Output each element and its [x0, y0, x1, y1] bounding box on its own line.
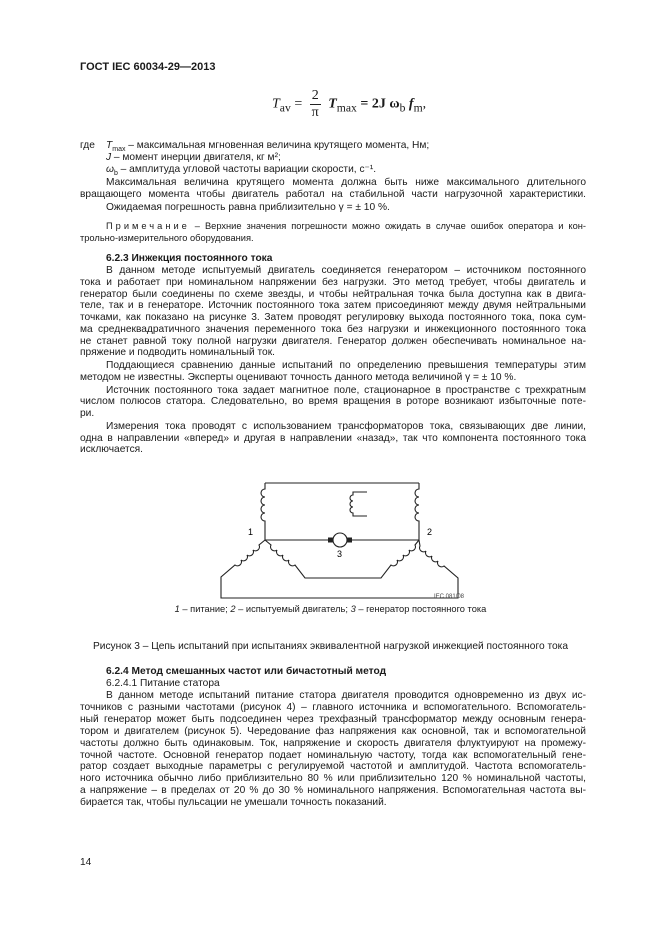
coil-right — [415, 483, 419, 540]
denominator: π — [311, 105, 319, 120]
section-heading: 6.2.4 Метод смешанных частот или бичастотный метод — [106, 666, 387, 677]
paragraph-line: исключается. — [80, 444, 144, 456]
paragraph-line: В данном методе испытуемый двигатель соединяется генератором – источником постоянного — [106, 265, 586, 276]
dc-generator — [333, 533, 347, 547]
note-label: Примечание — [106, 221, 190, 231]
paragraph-line: числом полюсов статора. Следовательно, во время вращения в роторе возникают избыточные поте- — [80, 396, 586, 408]
numerator: 2 — [311, 88, 319, 103]
paragraph-line: тором и двигателем (рисунок 5). Чередование фаз напряжения как основной, так и вспомогательной — [80, 725, 586, 737]
circuit-diagram — [200, 478, 500, 608]
coil-small — [350, 492, 367, 516]
legend-text: – питание; — [179, 604, 231, 614]
section-heading: 6.2.3 Инжекция постоянного тока — [106, 253, 273, 264]
paragraph-line: точной частоте. Основной генератор подает номинальную частоту, тогда как вспомогательный гене- — [80, 749, 586, 761]
paragraph-line: теле, так и в генераторе. Источник постоянного тока затем присоединяют между двумя нейтральными — [80, 300, 586, 312]
definition-text: – момент инерции двигателя, кг м²; — [111, 152, 281, 163]
paragraph-line: пряжение и подводить номинальный ток. — [80, 347, 275, 359]
formula-rhs: = 2J ω — [360, 96, 400, 112]
symbol: J — [106, 152, 112, 163]
paragraph-line: ратор создает выходные параметры с регулируемой частотой и амплитудой. Частота вспомогатель- — [80, 761, 586, 773]
formula-symbol: f — [408, 96, 414, 112]
legend-num: 2 — [230, 604, 236, 614]
paragraph-line: Максимальная величина крутящего момента должна быть ниже максимального длительного — [106, 177, 586, 188]
paragraph-line: методом не известны. Эксперты оценивают точность данного метода величиной γ = ± 10 %. — [80, 371, 517, 383]
definition-text: – максимальная мгновенная величина крутящего момента, Нм; — [125, 140, 430, 151]
paragraph-line: Ожидаемая погрешность равна приблизительно γ = ± 10 %. — [106, 202, 390, 213]
subsection-heading: 6.2.4.1 Питание статора — [106, 678, 220, 689]
symbol-subscript: max — [112, 146, 126, 154]
note-line: трольно-измерительного оборудования. — [80, 233, 254, 243]
paragraph-line: частоты должно быть одинаковым. Ток, напряжение и скорость двигателя флуктуируют на промежу- — [80, 737, 586, 749]
paragraph-line: ного источника обычно либо приблизительно 80 % или приблизительно 120 % номинальной частоты, — [80, 773, 586, 785]
definition-item — [106, 140, 612, 152]
page-number: 14 — [80, 857, 92, 868]
formula — [272, 88, 426, 121]
coil-left — [261, 483, 265, 540]
paragraph-line: генератор были соединены по схеме звезды, и чтобы нейтральная точка была доступна как в двига- — [80, 288, 586, 300]
paragraph-line: не станет равной току полной нагрузки двигателя. Генератор должен обеспечивать номинальное на- — [80, 335, 586, 347]
figure-caption: Рисунок 3 – Цепь испытаний при испытаниях эквивалентной нагрузкой инжекцией постоянного тока — [92, 641, 569, 652]
figure-legend — [0, 604, 661, 614]
document-header: ГОСТ IEC 60034-29—2013 — [80, 61, 216, 73]
formula-subscript: b — [399, 101, 406, 115]
symbol: ω — [106, 164, 114, 175]
label-2: 2 — [427, 527, 433, 537]
formula-subscript: max — [336, 101, 357, 115]
definition-item — [106, 164, 612, 176]
paragraph-line: точников с разными частотами (рисунок 4) – главного источника и вспомогательного. Вспомогатель- — [80, 701, 586, 713]
paragraph-line: а напряжение – в пределах от 20 % до 30 % номинального напряжения. Вспомогательная частота вы- — [80, 785, 586, 797]
paragraph-line: Измерения тока проводят с использованием трансформаторов тока, связывающих две линии, — [106, 420, 586, 432]
legend-num: 3 — [350, 604, 356, 614]
formula-symbol: T — [328, 96, 337, 112]
definition-item — [106, 152, 612, 164]
symbol-subscript: b — [113, 170, 118, 178]
paragraph-line: бирается так, чтобы пульсации не умешали точность показаний. — [80, 797, 387, 809]
definition-text: – амплитуда угловой частоты вариации скорости, с⁻¹. — [117, 164, 377, 175]
paragraph-line: ный генератор может быть подсоединен через трехфазный трансформатор между основным генера- — [80, 713, 586, 725]
where-label: где — [80, 140, 95, 151]
note-line — [80, 220, 586, 232]
formula-subscript: m — [413, 101, 423, 115]
coil-middle — [265, 540, 419, 578]
iec-figure-code: IEC 081/08 — [434, 594, 465, 600]
legend-text: – испытуемый двигатель; — [235, 604, 351, 614]
paragraph-line: вращающего момента чтобы двигатель работал на стабильной части нагрузочной характеристики. — [80, 189, 586, 200]
label-1: 1 — [248, 527, 254, 537]
legend-text: – генератор постоянного тока — [355, 604, 487, 614]
paragraph-line: Источник постоянного тока задает магнитное поле, стационарное в пространстве с трехкратным — [106, 384, 586, 396]
paragraph-line: одна в направлении «вперед» и другая в направлении «назад», так что компонента постоянного тока — [80, 432, 586, 444]
formula-subscript: av — [279, 101, 291, 115]
formula-symbol: T — [272, 96, 280, 112]
paragraph-line: В данном методе испытаний питание статора двигателя проводится одновременно из двух ис- — [106, 690, 586, 701]
fraction — [310, 88, 321, 121]
legend-num: 1 — [174, 604, 180, 614]
formula-eq: = — [294, 96, 303, 112]
paragraph-line: ри. — [80, 408, 95, 419]
note-text: – Верхние значения погрешности можно ожидать в случае ошибок оператора и кон- — [194, 221, 586, 231]
paragraph-line: ма среднеквадратичного значения переменного тока без нагрузки и инжекционного постоянного тока — [80, 323, 586, 335]
paragraph-line: точками, как показано на рисунке 3. Затем проводят регулировку выхода постоянного тока, пока сум- — [80, 312, 586, 323]
label-3: 3 — [337, 549, 343, 559]
formula-comma: , — [422, 96, 427, 112]
paragraph-line: Поддающиеся сравнению данные испытаний по определению превышения температуры этим — [106, 360, 586, 371]
symbol: T — [106, 140, 113, 151]
paragraph-line: тока и работает при номинальном напряжении без нагрузки. Это метод требует, чтобы двигатель и — [80, 276, 586, 288]
